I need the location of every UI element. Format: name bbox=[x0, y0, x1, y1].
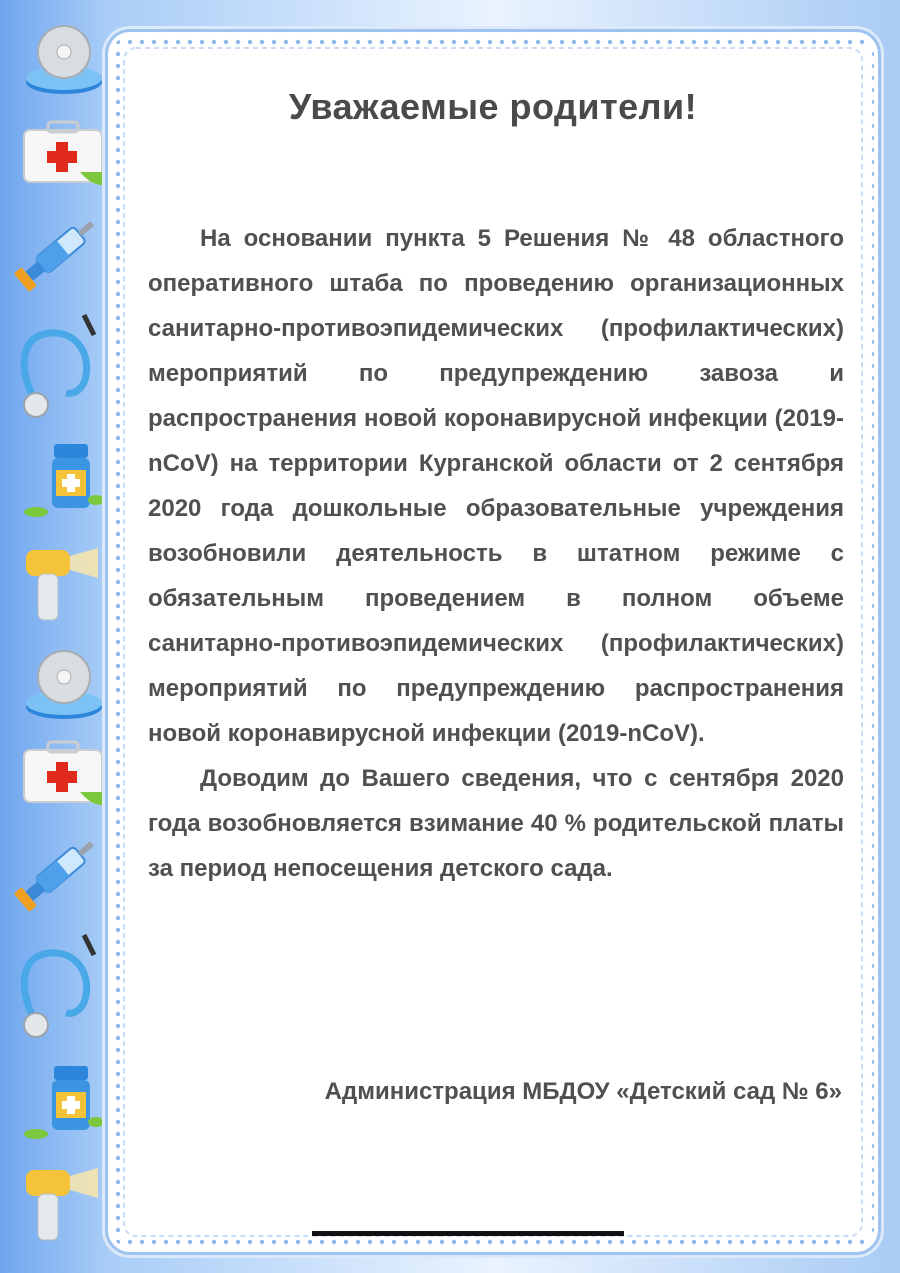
bottom-divider bbox=[312, 1231, 624, 1236]
stethoscope-icon bbox=[14, 925, 106, 1045]
signature: Администрация МБДОУ «Детский сад № 6» bbox=[324, 1078, 842, 1105]
notice-paragraph-1: На основании пункта 5 Решения № 48 областного оперативного штаба по проведению организационных санитарно-противоэпидемических (профилактических) мероприятий по предупреждению завоза и распространения новой коронавирусной инфекции (2019-nCoV) на территории Курганской области от 2 сентября 2020 года дошкольные образовательные учреждения возобновили деятельность в штатном режиме с обязательным проведением в полном объеме санитарно-противоэпидемических (профилактических) мероприятий по предупреждению распространения новой коронавирусной инфекции (2019-nCoV). bbox=[148, 225, 844, 747]
syringe-icon bbox=[10, 212, 110, 302]
pill-bottle-icon bbox=[20, 438, 106, 522]
cd-icon bbox=[22, 20, 106, 100]
notice-body bbox=[148, 216, 844, 891]
pill-bottle-icon bbox=[20, 1060, 106, 1144]
notice-paragraph-2: Доводим до Вашего сведения, что с сентября 2020 года возобновляется взимание 40 % родительской платы за период непосещения детского сада. bbox=[148, 765, 844, 882]
stethoscope-icon bbox=[14, 305, 106, 425]
page-title: Уважаемые родители! bbox=[288, 86, 698, 127]
otoscope-icon bbox=[22, 540, 108, 630]
cd-icon bbox=[22, 645, 106, 725]
otoscope-icon bbox=[22, 1160, 108, 1250]
syringe-icon bbox=[10, 832, 110, 922]
